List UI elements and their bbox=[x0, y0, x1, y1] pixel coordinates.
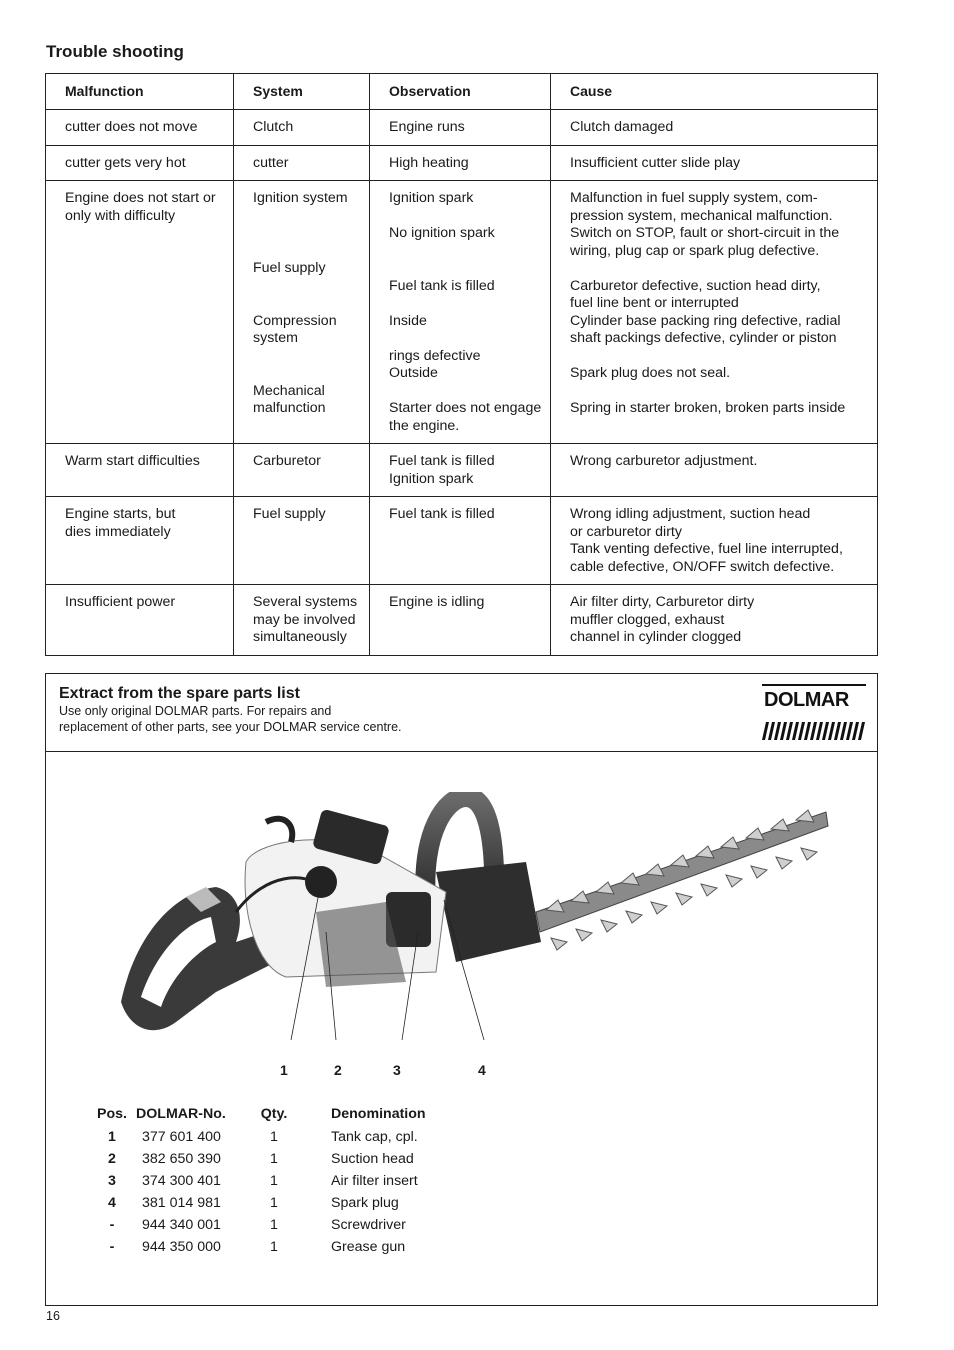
cell-system bbox=[234, 181, 370, 444]
cell-line: malfunction bbox=[253, 400, 326, 416]
cell-line bbox=[253, 295, 363, 313]
cell-line: Warm start difficulties bbox=[65, 453, 200, 469]
parts-qty: 1 bbox=[270, 1129, 278, 1145]
cell-malfunction bbox=[46, 585, 234, 656]
cell-line: No ignition spark bbox=[389, 225, 495, 241]
cell-line: cutter gets very hot bbox=[65, 154, 186, 171]
cell-line: pression system, mechanical malfunction. bbox=[570, 207, 833, 224]
cell-line bbox=[253, 365, 363, 383]
page-number: 16 bbox=[46, 1309, 60, 1323]
cell-line: system bbox=[253, 330, 298, 346]
cell-line: Carburetor defective, suction head dirty, bbox=[570, 277, 821, 294]
section-title: Trouble shooting bbox=[46, 42, 184, 61]
cell-system bbox=[234, 110, 370, 146]
cell-line: Several systems bbox=[253, 594, 358, 610]
cell-line: cutter does not move bbox=[65, 119, 198, 135]
parts-dolmar-no: 377 601 400 bbox=[142, 1129, 221, 1145]
cell-cause bbox=[551, 444, 878, 497]
cell-line bbox=[389, 383, 544, 401]
callout-4: 4 bbox=[478, 1062, 486, 1078]
parts-pos: - bbox=[109, 1217, 115, 1233]
parts-dolmar-no: 944 350 000 bbox=[142, 1239, 221, 1255]
parts-list-row bbox=[94, 1192, 426, 1214]
cell-cause bbox=[551, 585, 878, 656]
cell-line: dies immediately bbox=[65, 523, 171, 540]
parts-pos: 1 bbox=[108, 1129, 116, 1145]
cell-line: fuel line bent or interrupted bbox=[570, 295, 739, 311]
cell-malfunction bbox=[46, 110, 234, 146]
cell-line: Engine does not start or bbox=[65, 190, 216, 206]
cell-malfunction bbox=[46, 145, 234, 181]
callout-3: 3 bbox=[393, 1062, 401, 1078]
parts-pos: 4 bbox=[108, 1195, 116, 1211]
cell-line: Ignition system bbox=[253, 190, 348, 206]
cell-malfunction bbox=[46, 444, 234, 497]
cell-line: Fuel tank is filled bbox=[389, 453, 495, 469]
troubleshooting-table bbox=[45, 73, 878, 656]
parts-denomination: Grease gun bbox=[331, 1239, 406, 1255]
cell-observation bbox=[370, 110, 551, 146]
cell-line: cutter bbox=[253, 154, 289, 171]
cell-line: Tank venting defective, fuel line interrupted, bbox=[570, 541, 843, 557]
parts-list-header bbox=[94, 1102, 426, 1126]
parts-dolmar-no: 944 340 001 bbox=[142, 1217, 221, 1233]
cell-line: the engine. bbox=[389, 417, 460, 434]
header-malfunction: Malfunction bbox=[46, 74, 234, 110]
cell-line bbox=[389, 260, 544, 278]
parts-list-row bbox=[94, 1148, 426, 1170]
hedge-trimmer-illustration bbox=[116, 792, 836, 1077]
cell-line bbox=[253, 225, 363, 243]
cell-line: Wrong idling adjustment, suction head bbox=[570, 506, 811, 522]
cell-line: Carburetor bbox=[253, 453, 321, 469]
table-row bbox=[46, 181, 878, 444]
cell-line: Insufficient power bbox=[65, 594, 176, 610]
cell-line: Fuel tank is filled bbox=[389, 277, 495, 294]
parts-list-row bbox=[94, 1236, 426, 1258]
cell-line: Malfunction in fuel supply system, com- bbox=[570, 190, 818, 206]
cell-line: Mechanical bbox=[253, 382, 325, 399]
logo-stripes-icon bbox=[762, 722, 866, 740]
cell-line: Fuel supply bbox=[253, 506, 326, 522]
cell-line: Compression bbox=[253, 312, 337, 329]
table-header-row bbox=[46, 74, 878, 110]
parts-denomination: Spark plug bbox=[331, 1195, 399, 1211]
parts-denomination: Screwdriver bbox=[331, 1217, 406, 1233]
cell-line: Air filter dirty, Carburetor dirty bbox=[570, 594, 755, 610]
cell-line: Engine runs bbox=[389, 119, 465, 135]
parts-pos: 3 bbox=[108, 1173, 116, 1189]
parts-pos: 2 bbox=[108, 1151, 116, 1167]
cell-line: Clutch bbox=[253, 119, 294, 135]
cell-line: Fuel tank is filled bbox=[389, 506, 495, 522]
parts-list-table bbox=[94, 1102, 426, 1258]
cell-line bbox=[570, 348, 871, 366]
callout-1: 1 bbox=[280, 1062, 288, 1078]
cell-line: Fuel supply bbox=[253, 260, 326, 276]
parts-list-row bbox=[94, 1126, 426, 1148]
blade-icon bbox=[536, 810, 828, 950]
parts-qty: 1 bbox=[270, 1217, 278, 1233]
cell-line: rings defective bbox=[389, 347, 481, 364]
parts-list-row bbox=[94, 1214, 426, 1236]
cell-line: shaft packings defective, cylinder or piston bbox=[570, 330, 837, 346]
spare-parts-header bbox=[46, 674, 877, 752]
cell-line: wiring, plug cap or spark plug defective. bbox=[570, 242, 820, 259]
cell-observation bbox=[370, 181, 551, 444]
cell-line: High heating bbox=[389, 154, 469, 171]
parts-denomination: Suction head bbox=[331, 1151, 414, 1167]
cell-malfunction bbox=[46, 497, 234, 585]
cell-line bbox=[570, 383, 871, 401]
cell-observation bbox=[370, 585, 551, 656]
cell-line: Spring in starter broken, broken parts inside bbox=[570, 400, 846, 416]
spare-parts-panel bbox=[45, 673, 878, 1306]
parts-pos: - bbox=[109, 1239, 115, 1255]
cell-line bbox=[389, 208, 544, 226]
table-row bbox=[46, 444, 878, 497]
cell-system bbox=[234, 145, 370, 181]
header-pos: Pos. bbox=[97, 1106, 127, 1122]
cell-line: Starter does not engage bbox=[389, 400, 542, 416]
spare-parts-title: Extract from the spare parts list bbox=[59, 685, 300, 702]
cell-line: Cylinder base packing ring defective, radial bbox=[570, 312, 841, 329]
cell-line: Insufficient cutter slide play bbox=[570, 154, 741, 171]
cell-observation bbox=[370, 497, 551, 585]
cell-line: Outside bbox=[389, 365, 438, 381]
cell-malfunction bbox=[46, 181, 234, 444]
cell-system bbox=[234, 585, 370, 656]
header-cause: Cause bbox=[551, 74, 878, 110]
spare-parts-note-line2: replacement of other parts, see your DOLMAR service centre. bbox=[59, 720, 402, 734]
cell-line: Clutch damaged bbox=[570, 119, 674, 135]
parts-dolmar-no: 382 650 390 bbox=[142, 1151, 221, 1167]
parts-dolmar-no: 374 300 401 bbox=[142, 1173, 221, 1189]
parts-qty: 1 bbox=[270, 1173, 278, 1189]
cell-line: may be involved bbox=[253, 611, 356, 628]
cell-cause bbox=[551, 497, 878, 585]
cell-line: Ignition spark bbox=[389, 470, 474, 487]
spare-parts-note-line1: Use only original DOLMAR parts. For repairs and bbox=[59, 704, 332, 718]
header-denomination: Denomination bbox=[331, 1106, 426, 1122]
dolmar-logo bbox=[762, 684, 866, 742]
parts-qty: 1 bbox=[270, 1151, 278, 1167]
cell-cause bbox=[551, 110, 878, 146]
cell-line: cable defective, ON/OFF switch defective. bbox=[570, 558, 835, 575]
cell-line: simultaneously bbox=[253, 629, 347, 645]
cell-line: or carburetor dirty bbox=[570, 523, 682, 540]
cell-line bbox=[389, 330, 544, 348]
cell-line bbox=[253, 278, 363, 296]
cell-line: muffler clogged, exhaust bbox=[570, 611, 725, 628]
callout-2: 2 bbox=[334, 1062, 342, 1078]
header-dolmar-no: DOLMAR-No. bbox=[136, 1106, 226, 1122]
table-row bbox=[46, 145, 878, 181]
cell-line: Wrong carburetor adjustment. bbox=[570, 453, 758, 469]
cell-line: only with difficulty bbox=[65, 207, 176, 224]
cell-observation bbox=[370, 444, 551, 497]
dolmar-logo-text: DOLMAR bbox=[764, 689, 849, 711]
parts-list-row bbox=[94, 1170, 426, 1192]
cell-line: channel in cylinder clogged bbox=[570, 629, 742, 645]
cell-line bbox=[253, 243, 363, 261]
cell-line bbox=[570, 260, 871, 278]
parts-qty: 1 bbox=[270, 1239, 278, 1255]
cell-line: Engine is idling bbox=[389, 594, 485, 610]
table-row bbox=[46, 497, 878, 585]
cell-line bbox=[253, 348, 363, 366]
cell-system bbox=[234, 444, 370, 497]
parts-denomination: Air filter insert bbox=[331, 1173, 418, 1189]
cell-cause bbox=[551, 145, 878, 181]
cell-system bbox=[234, 497, 370, 585]
cell-line bbox=[389, 295, 544, 313]
table-row bbox=[46, 110, 878, 146]
cell-line: Ignition spark bbox=[389, 190, 474, 206]
parts-dolmar-no: 381 014 981 bbox=[142, 1195, 221, 1211]
table-row bbox=[46, 585, 878, 656]
header-observation: Observation bbox=[370, 74, 551, 110]
parts-denomination: Tank cap, cpl. bbox=[331, 1129, 418, 1145]
cell-cause bbox=[551, 181, 878, 444]
cell-observation bbox=[370, 145, 551, 181]
cell-line bbox=[389, 243, 544, 261]
parts-qty: 1 bbox=[270, 1195, 278, 1211]
cell-line: Engine starts, but bbox=[65, 506, 176, 522]
cell-line: Spark plug does not seal. bbox=[570, 365, 731, 381]
cell-line bbox=[253, 208, 363, 226]
header-qty: Qty. bbox=[260, 1106, 288, 1122]
cell-line: Inside bbox=[389, 312, 427, 329]
cell-line: Switch on STOP, fault or short-circuit in the bbox=[570, 225, 840, 241]
header-system: System bbox=[234, 74, 370, 110]
